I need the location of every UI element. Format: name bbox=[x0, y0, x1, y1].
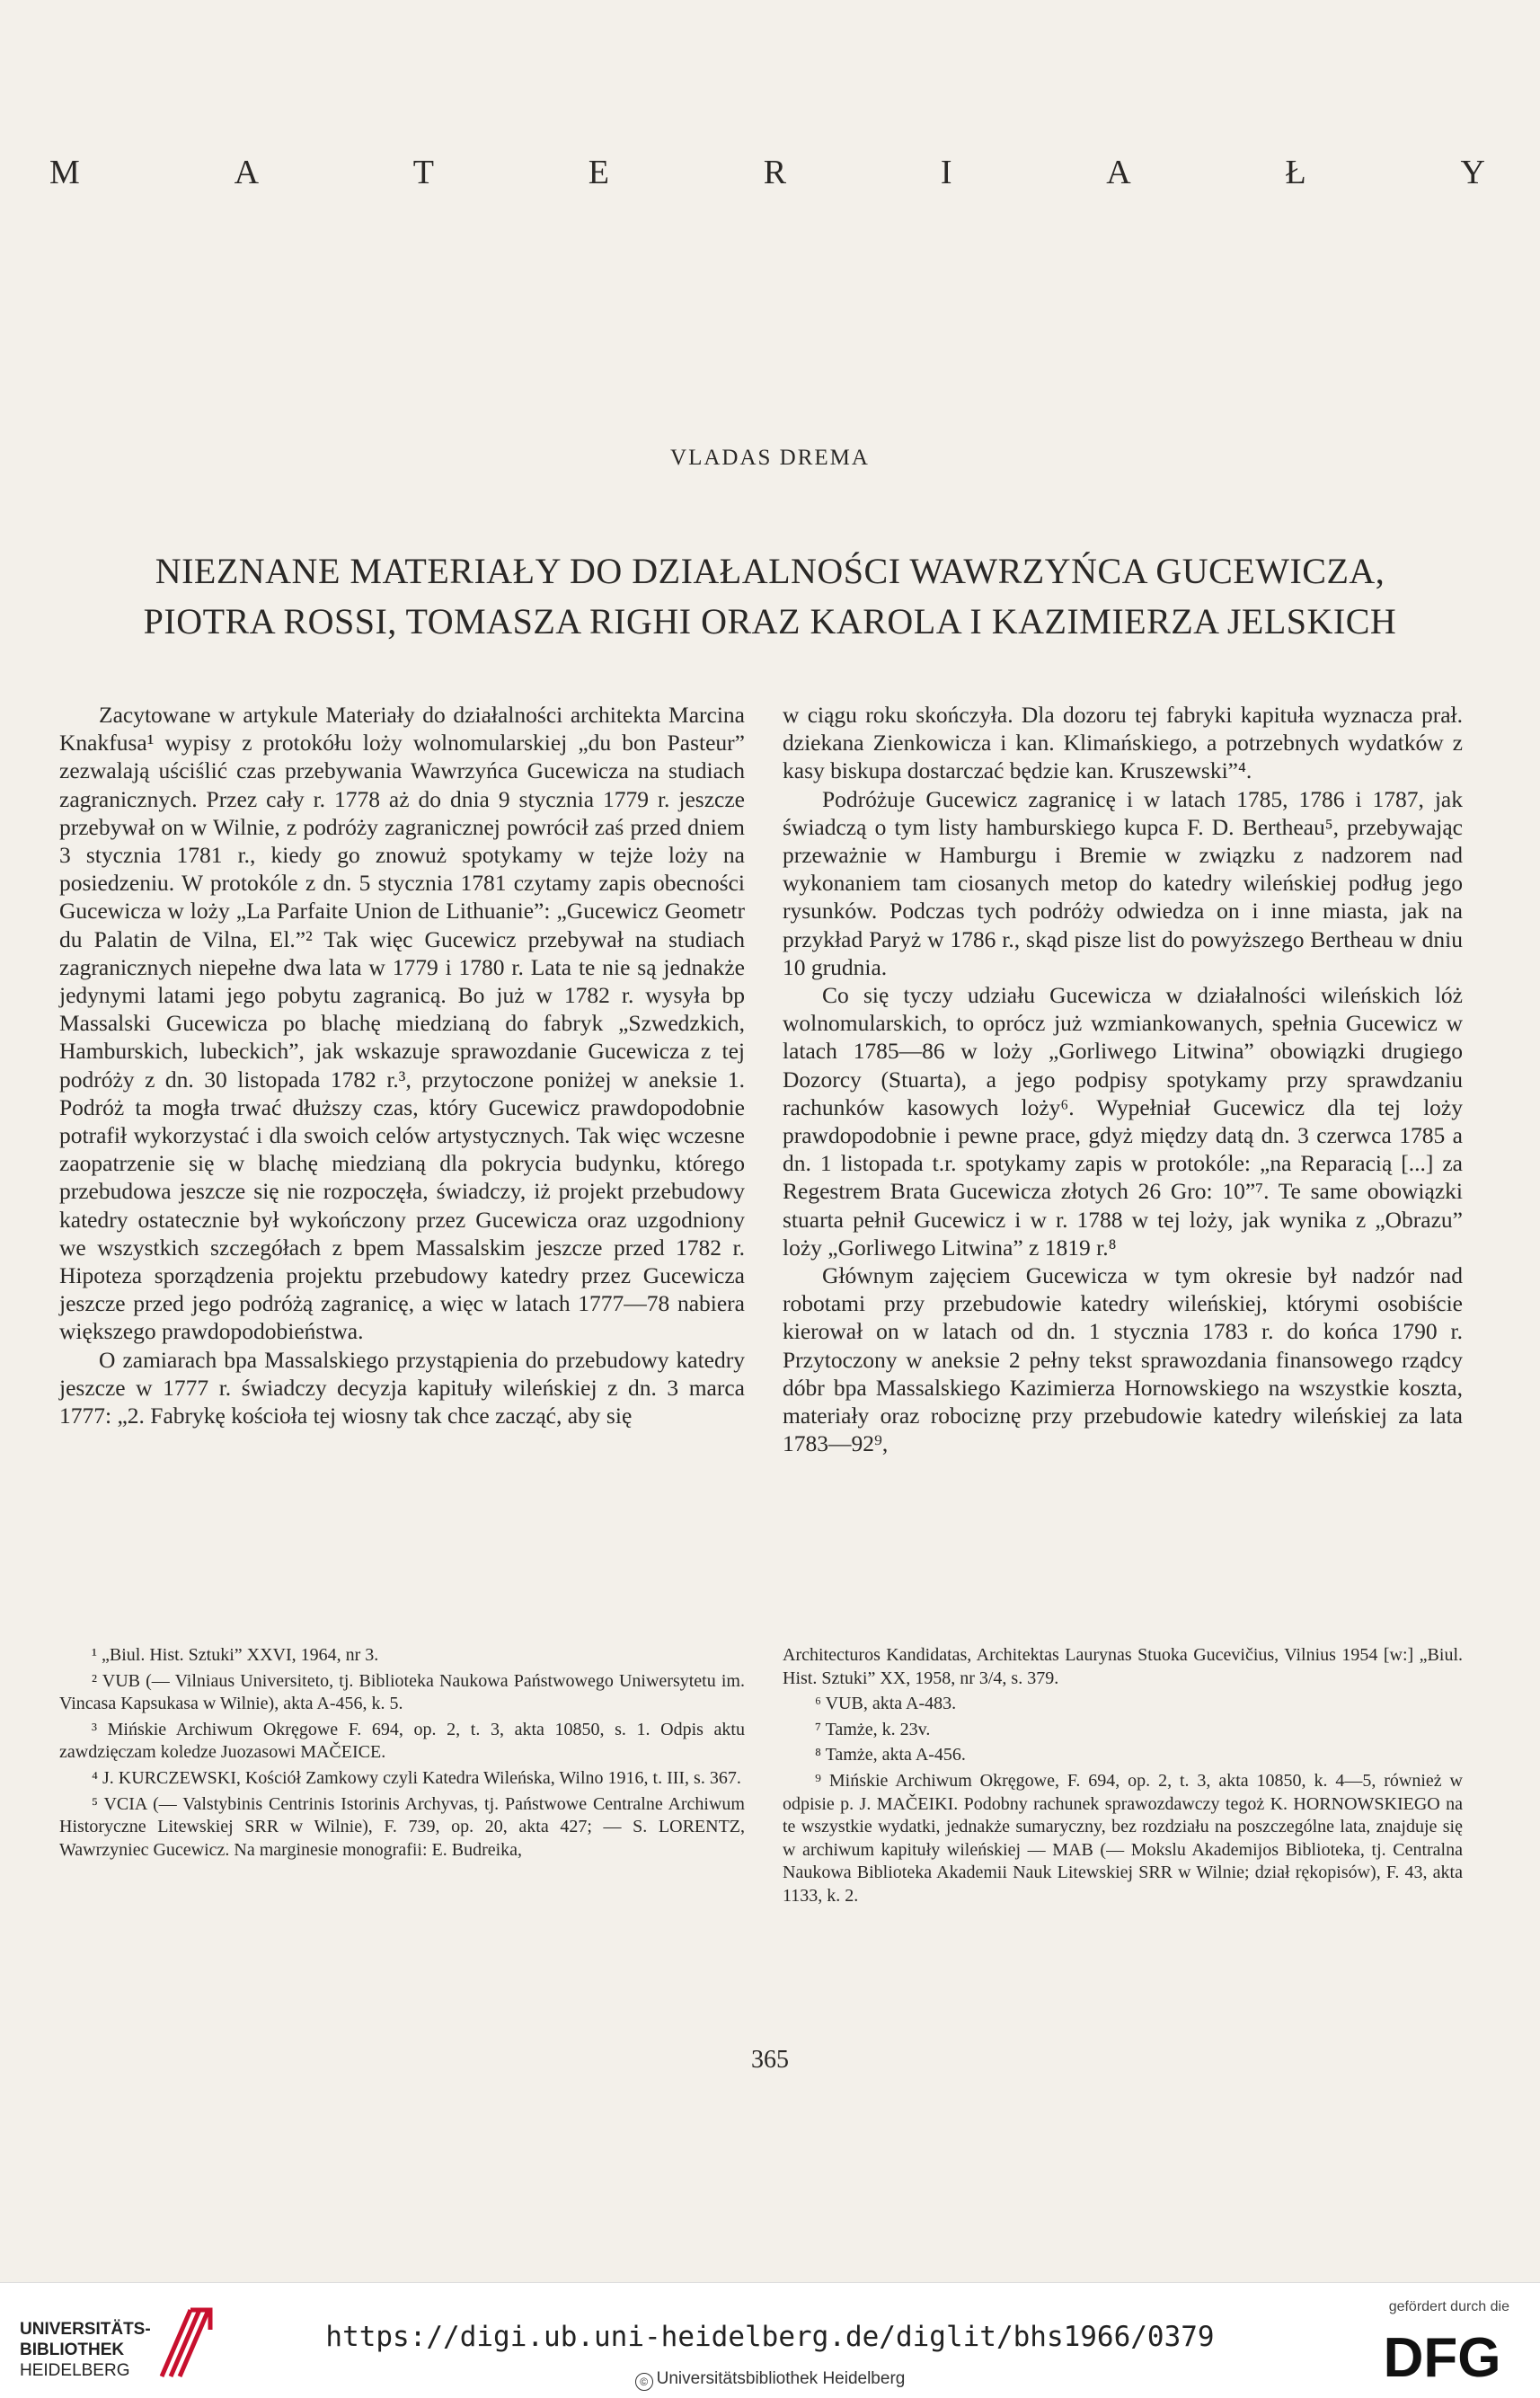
library-name-line: UNIVERSITÄTS- bbox=[20, 2320, 151, 2339]
footnote: ⁹ Mińskie Archiwum Okręgowe, F. 694, op. 2, t. 3, akta 10850, k. 4—5, również w odpisie p. J. MAČEIKI. Podobny rachunek sprawozdawczy tegoż K. HORNOWSKIEGO na te wszystkie wydatki, jednakże sumaryczny, bez rozdziału na poszczególne lata, znajduje się w archiwum kapituły wileńskiej — MAB (— Mokslu Akademijos Biblioteka, tj. Centralna Naukowa Biblioteka Akademii Nauk Litewskiej SRR w Wilnie; dział rękopisów), F. 43, akta 1133, k. 2. bbox=[783, 1770, 1463, 1906]
footnote: ⁵ VCIA (— Valstybinis Centrinis Istorinis Archyvas, tj. Państwowe Centralne Archiwum Historyczne Litewskiej SRR w Wilnie), F. 739, op. 20, akta 427; — S. LORENTZ, Wawrzyniec Gucewicz. Na marginesie monografii: E. Budreika, bbox=[59, 1793, 745, 1860]
copyright-icon: © bbox=[635, 2373, 653, 2391]
library-name-line: HEIDELBERG bbox=[20, 2361, 130, 2380]
section-letter: A bbox=[1106, 154, 1133, 191]
viewer-footer bbox=[0, 2282, 1540, 2398]
footnote: ⁷ Tamże, k. 23v. bbox=[815, 1719, 931, 1739]
footnote: ⁴ J. KURCZEWSKI, Kościół Zamkowy czyli Katedra Wileńska, Wilno 1916, t. III, s. 367. bbox=[92, 1767, 741, 1788]
section-letter: T bbox=[412, 154, 436, 191]
article-title-line: NIEZNANE MATERIAŁY DO DZIAŁALNOŚCI WAWRZYŃCA GUCEWICZA, bbox=[155, 551, 1385, 591]
footnotes-left bbox=[59, 1644, 745, 1864]
article-author: VLADAS DREMA bbox=[670, 446, 870, 470]
copyright-text: Universitätsbibliothek Heidelberg bbox=[656, 2369, 906, 2388]
article-title-line: PIOTRA ROSSI, TOMASZA RIGHI ORAZ KAROLA I KAZIMIERZA JELSKICH bbox=[143, 601, 1397, 642]
body-paragraph: Co się tyczy udziału Gucewicza w działalności wileńskich lóż wolnomularskich, to oprócz już wzmiankowanych, spełnia Gucewicz w latach 1785—86 w loży „Gorliwego Litwina” obowiązki drugiego Dozorcy (Stuarta), a jego podpisy spotykamy przy sprawdzaniu rachunków kasowych loży⁶. Wypełniał Gucewicz dla tej loży prawdopodobnie i pewne prace, gdyż między datą dn. 3 czerwca 1785 a dn. 1 listopada t.r. spotykamy zapis w protokóle: „na Reparacią [...] za Regestrem Brata Gucewicza złotych 26 Gro: 10”⁷. Te same obowiązki stuarta pełnił Gucewicz i w r. 1788 w tej loży, jak wynika z „Obrazu” loży „Gorliwego Litwina” z 1819 r.⁸ bbox=[783, 982, 1463, 1261]
footnote: ⁸ Tamże, akta A-456. bbox=[815, 1745, 966, 1765]
library-name-line: BIBLIOTHEK bbox=[20, 2340, 125, 2359]
footnote: Architecturos Kandidatas, Architektas Laurynas Stuoka Gucevičius, Vilnius 1954 [w:] „Biul. Hist. Sztuki” XX, 1958, nr 3/4, s. 379. bbox=[783, 1645, 1463, 1688]
body-paragraph: w ciągu roku skończyła. Dla dozoru tej fabryki kapituła wyznacza prał. dziekana Zienkowicza i kan. Klimańskiego, a potrzebnych wydatków z kasy biskupa dostarczać będzie kan. Kruszewski”⁴. bbox=[783, 702, 1463, 784]
footnote: ² VUB (— Vilniaus Universiteto, tj. Biblioteka Naukowa Państwowego Uniwersytetu im. Vincasa Kapsukasa w Wilnie), akta A-456, k. 5. bbox=[59, 1670, 745, 1714]
body-paragraph: Zacytowane w artykule Materiały do działalności architekta Marcina Knakfusa¹ wypisy z protokółu loży wolnomularskiej „du bon Pasteur” zezwalają uściślić czas przebywania Wawrzyńca Gucewicza na studiach zagranicznych. Przez cały r. 1778 aż do dnia 9 stycznia 1779 r. jeszcze przebywał on w Wilnie, z podróży zagranicznej powrócił zaś przed dniem 3 stycznia 1781 r., kiedy go znowuż spotykamy w tejże loży na posiedzeniu. W protokóle z dn. 5 stycznia 1781 czytamy zapis obecności Gucewicza w loży „La Parfaite Union de Lithuanie”: „Gucewicz Geometr du Palatin de Vilna, El.”² Tak więc Gucewicz przebywał na studiach zagranicznych niepełne dwa lata w 1779 i 1780 r. Lata te nie są jednakże jedynymi latami jego pobytu zagranicą. Bo już w 1782 r. wysyła bp Massalski Gucewicza po blachę miedzianą do fabryk „Szwedzkich, Hamburskich, lubeckich”, jak wskazuje sprawozdanie Gucewicza z tej podróży z dn. 30 listopada 1782 r.³, przytoczone poniżej w aneksie 1. Podróż ta mogła trwać dłuższy czas, który Gucewicz prawdopodobnie potrafił wykorzystać i dla swoich celów artystycznych. Tak więc wczesne zaopatrzenie się w blachę miedzianą dla pokrycia budynku, którego przebudowa jeszcze się nie rozpoczęła, świadczy, iż projekt przebudowy katedry ostatecznie był wykończony przez Gucewicza oraz uzgodniony we wszystkich szczegółach z bpem Massalskim jeszcze przed 1782 r. Hipoteza sporządzenia projektu przebudowy katedry przez Gucewicza jeszcze przed jego podróżą zagranicę, a więc w latach 1777—78 nabiera większego prawdopodobieństwa. bbox=[59, 702, 745, 1345]
section-letter: R bbox=[763, 154, 789, 191]
section-letter: E bbox=[588, 154, 611, 191]
footnote: ⁶ VUB, akta A-483. bbox=[815, 1694, 957, 1714]
copyright-notice bbox=[0, 2369, 1540, 2391]
section-letter: Ł bbox=[1285, 154, 1308, 191]
dfg-logo-text: DFG bbox=[1383, 2327, 1501, 2385]
funded-by-label: gefördert durch die bbox=[1388, 2299, 1509, 2314]
body-column-left bbox=[59, 701, 745, 1429]
footnote: ³ Mińskie Archiwum Okręgowe F. 694, op. 2, t. 3, akta 10850, s. 1. Odpis aktu zawdzięczam koledze Juozasowi MAČEICE. bbox=[59, 1719, 745, 1763]
body-paragraph: Podróżuje Gucewicz zagranicę i w latach 1785, 1786 i 1787, jak świadczą o tym listy hamburskiego kupca F. D. Bertheau⁵, przebywając przeważnie w Hamburgu i Bremie w związku z nadzorem nad wykonaniem tam ciosanych metop do katedry wileńskiej podług jego rysunków. Podczas tych podróży odwiedza on i inne miasta, jak na przykład Paryż w 1786 r., skąd pisze list do powyższego Bertheau w dniu 10 grudnia. bbox=[783, 785, 1463, 980]
body-column-right bbox=[783, 701, 1463, 1457]
footnote: ¹ „Biul. Hist. Sztuki” XXVI, 1964, nr 3. bbox=[92, 1645, 379, 1665]
document-url-link[interactable]: https://digi.ub.uni-heidelberg.de/diglit/bhs1966/0379 bbox=[325, 2321, 1215, 2353]
dfg-logo-icon bbox=[1375, 2323, 1509, 2385]
article-title bbox=[54, 546, 1486, 647]
section-letter: Y bbox=[1460, 154, 1487, 191]
footnotes-right bbox=[783, 1644, 1463, 1911]
body-paragraph: O zamiarach bpa Massalskiego przystąpienia do przebudowy katedry jeszcze w 1777 r. świadczy decyzja kapituły wileńskiej z dn. 3 marca 1777: „2. Fabrykę kościoła tej wiosny tak chce zacząć, aby się bbox=[59, 1346, 745, 1429]
section-letter: A bbox=[234, 154, 261, 191]
body-paragraph: Głównym zajęciem Gucewicza w tym okresie był nadzór nad robotami przy przebudowie katedry wileńskiej, którymi osobiście kierował on w latach od dn. 1 stycznia 1783 r. do końca 1790 r. Przytoczony w aneksie 2 pełny tekst sprawozdania finansowego rządcy dóbr bpa Massalskiego Kazimierza Hornowskiego na wszystkie koszta, materiały oraz robociznę przy przebudowie katedry wileńskiej za lata 1783—92⁹, bbox=[783, 1262, 1463, 1457]
section-letter: I bbox=[940, 154, 954, 191]
section-letter: M bbox=[49, 154, 82, 191]
page-number: 365 bbox=[751, 2046, 789, 2074]
section-heading bbox=[49, 153, 1487, 192]
